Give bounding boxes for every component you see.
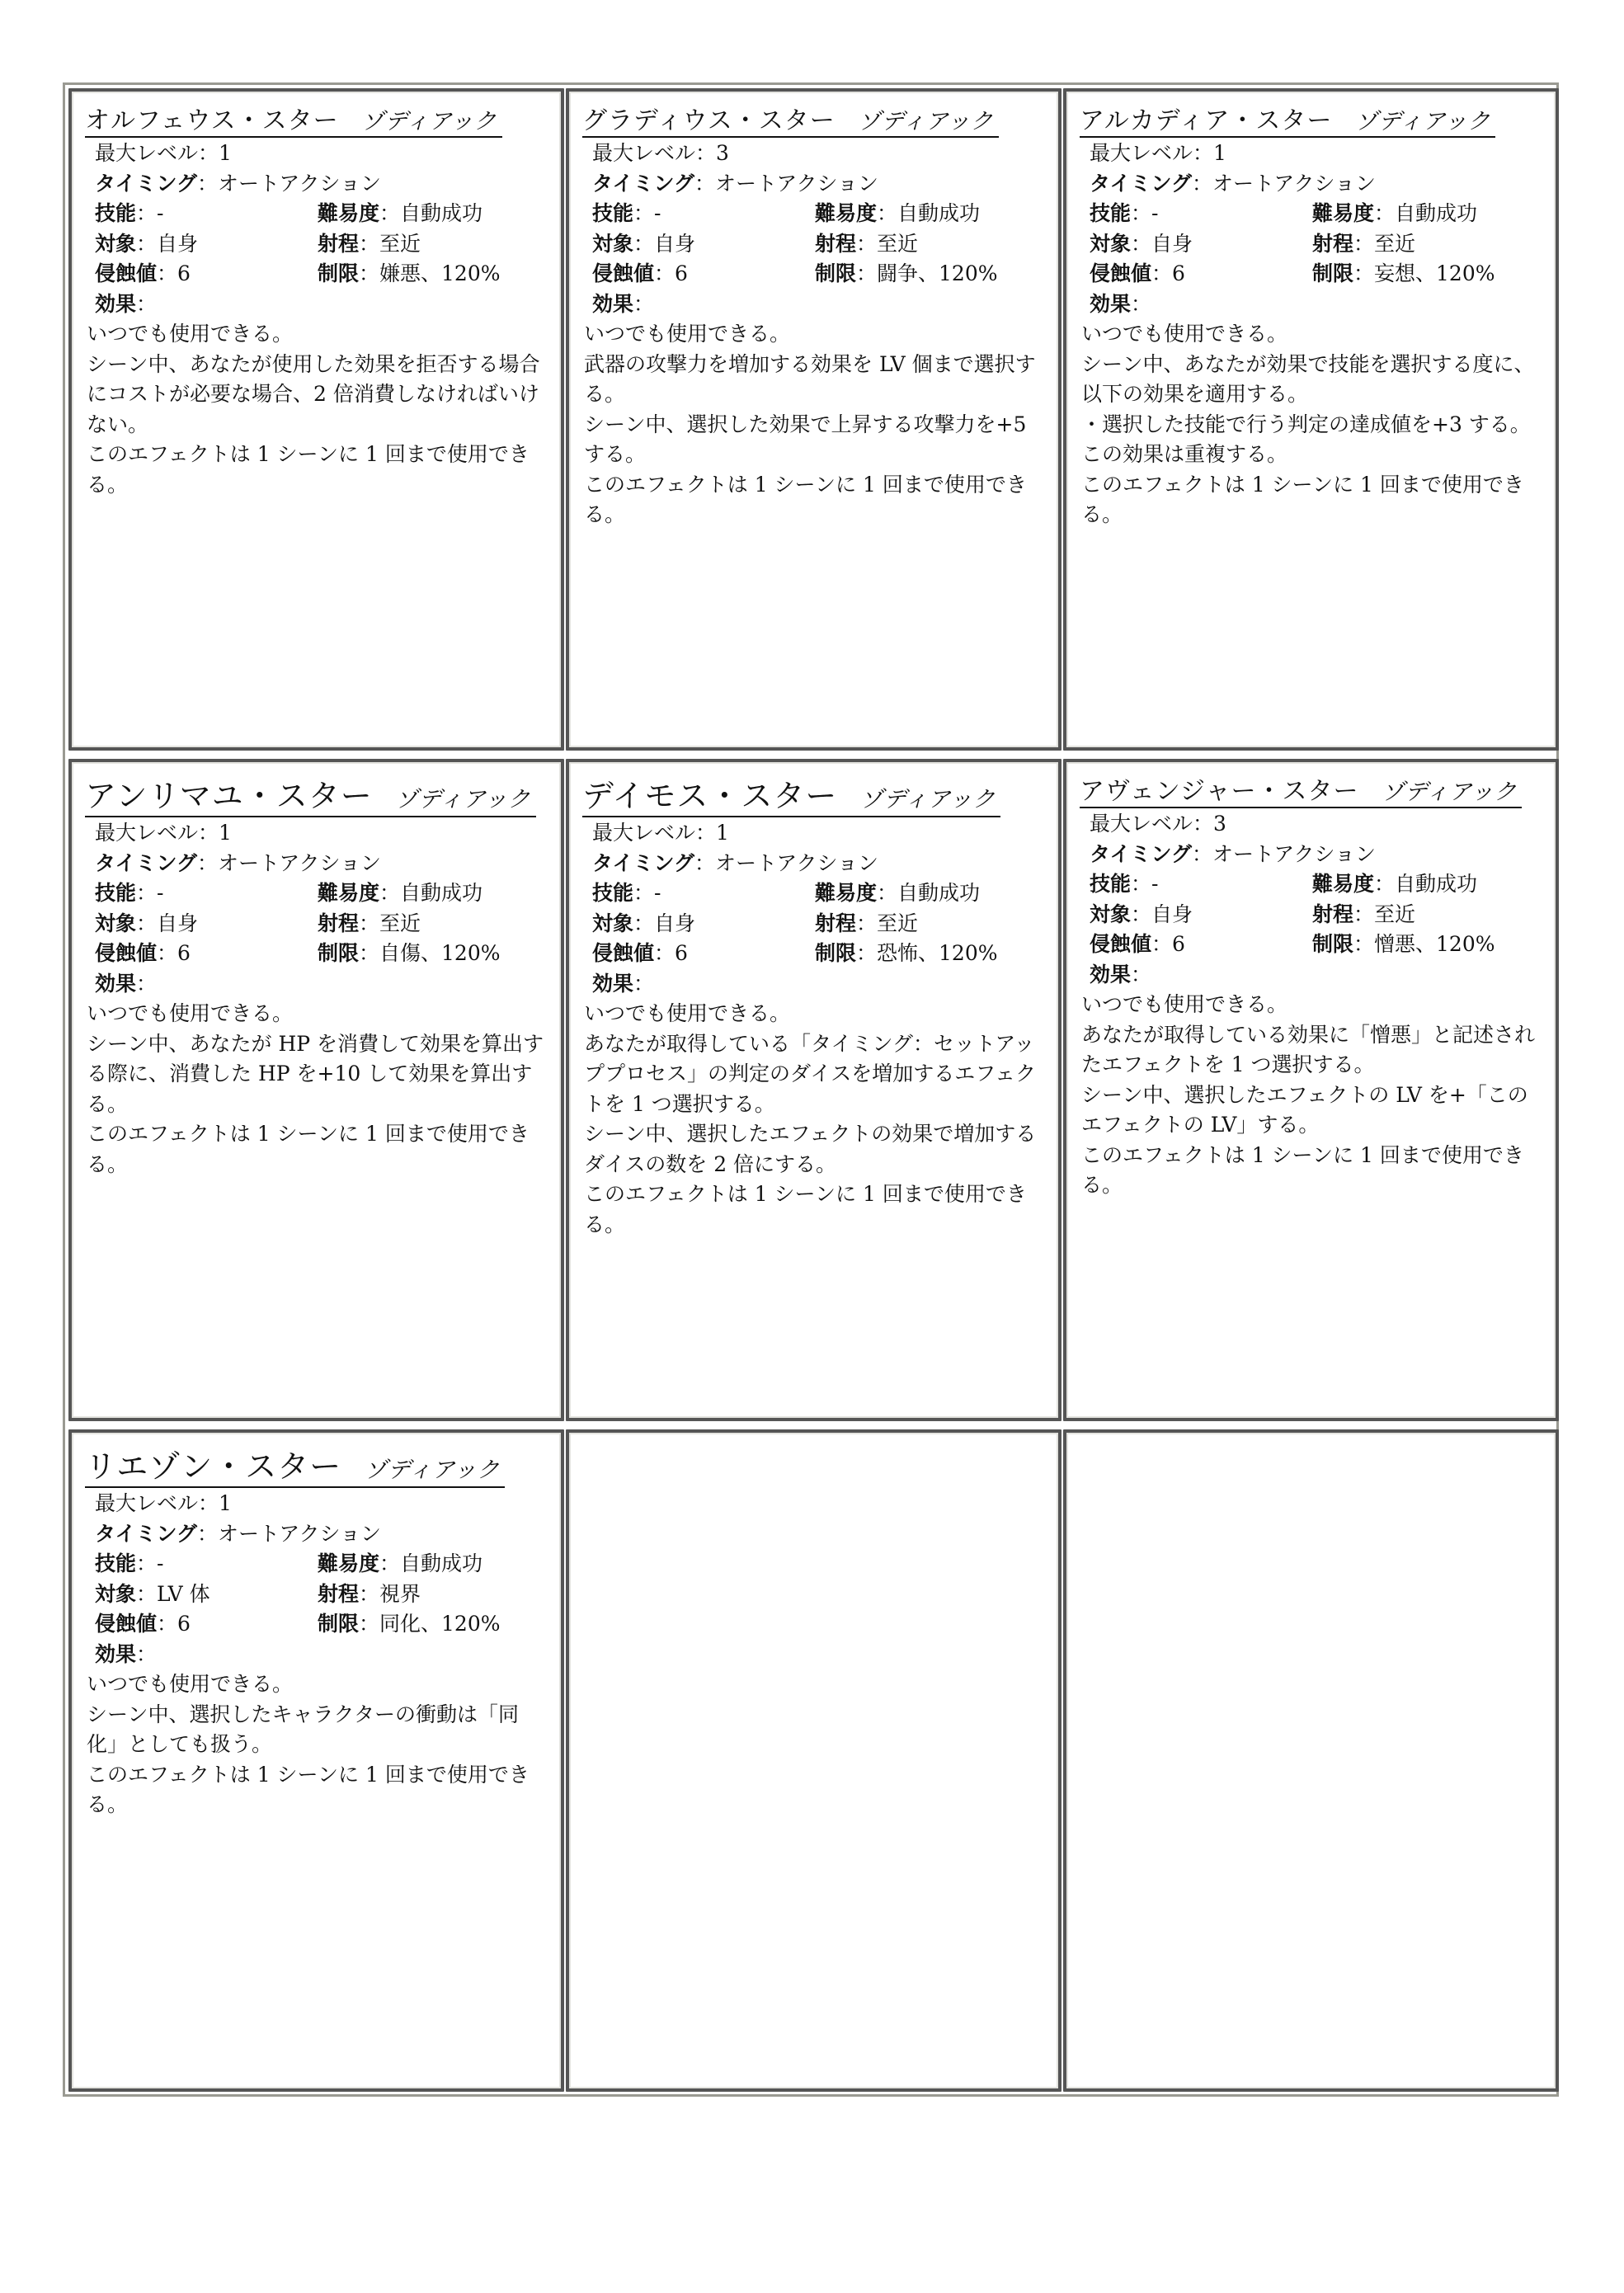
- max-level: 最大レベル：1: [95, 821, 232, 845]
- effect-text: いつでも使用できる。 シーン中、選択したキャラクターの衝動は「同化」としても扱う。 このエフェクトは 1 シーンに 1 回まで使用できる。: [87, 1672, 530, 1816]
- timing: タイミング：オートアクション: [95, 1521, 382, 1546]
- range: 射程：至近: [318, 231, 421, 256]
- max-level: 最大レベル：1: [1090, 141, 1226, 165]
- effect-label: 効果：: [95, 971, 158, 996]
- card-name: アルカディア・スター: [1080, 106, 1333, 135]
- skill: 技能：-: [592, 201, 661, 225]
- timing: タイミング：オートアクション: [592, 171, 879, 195]
- range: 射程：至近: [815, 911, 919, 935]
- difficulty: 難易度：自動成功: [815, 201, 981, 225]
- limit: 制限：妄想、120%: [1312, 261, 1495, 285]
- card-name: デイモス・スター: [582, 778, 838, 814]
- card-tag: ゾディアック: [1382, 779, 1518, 805]
- difficulty: 難易度：自動成功: [318, 881, 483, 905]
- skill: 技能：-: [95, 1551, 164, 1575]
- card-header: [582, 770, 1000, 817]
- effect-card: [68, 759, 564, 1421]
- target: 対象：LV 体: [95, 1581, 210, 1606]
- card-tag: ゾディアック: [395, 787, 531, 812]
- erosion: 侵蝕値：6: [1090, 261, 1185, 285]
- max-level: 最大レベル：1: [592, 821, 729, 845]
- limit: 制限：闘争、120%: [815, 261, 998, 285]
- skill: 技能：-: [1090, 872, 1159, 896]
- erosion: 侵蝕値：6: [95, 261, 191, 285]
- limit: 制限：同化、120%: [318, 1612, 501, 1636]
- card-header: [1080, 770, 1522, 808]
- effect-text: いつでも使用できる。 あなたが取得している効果に「憎悪」と記述されたエフェクトを 1 つ選択する。 シーン中、選択したエフェクトの LV を+「このエフェクトの LV」する。 このエフェクトは 1 シーンに 1 回まで使用できる。: [1081, 992, 1536, 1197]
- effect-label: 効果：: [95, 291, 158, 316]
- timing: タイミング：オートアクション: [1090, 171, 1377, 195]
- erosion: 侵蝕値：6: [592, 261, 688, 285]
- skill: 技能：-: [592, 881, 661, 905]
- max-level: 最大レベル：3: [592, 141, 729, 165]
- effect-label: 効果：: [1090, 291, 1152, 316]
- target: 対象：自身: [95, 911, 199, 935]
- effect-label: 効果：: [592, 971, 655, 996]
- timing: タイミング：オートアクション: [1090, 841, 1377, 866]
- range: 射程：視界: [318, 1581, 421, 1606]
- card-name: グラディウス・スター: [582, 106, 836, 135]
- difficulty: 難易度：自動成功: [318, 201, 483, 225]
- card-tag: ゾディアック: [858, 109, 994, 134]
- effect-card: [566, 88, 1061, 751]
- effect-text: いつでも使用できる。 シーン中、あなたが HP を消費して効果を算出する際に、消費した HP を+10 して効果を算出する。 このエフェクトは 1 シーンに 1 回まで使用できる。: [87, 1001, 544, 1176]
- empty-card: [1063, 1429, 1559, 2092]
- difficulty: 難易度：自動成功: [1312, 201, 1478, 225]
- effect-text: いつでも使用できる。 武器の攻撃力を増加する効果を LV 個まで選択する。 シーン中、選択した効果で上昇する攻撃力を+5 する。 このエフェクトは 1 シーンに 1 回まで使用できる。: [584, 322, 1036, 526]
- card-header: [1080, 100, 1495, 138]
- effect-card: [68, 1429, 564, 2092]
- effect-card: [68, 88, 564, 751]
- card-name: リエゾン・スター: [85, 1448, 342, 1485]
- effect-card: [1063, 88, 1559, 751]
- card-header: [85, 100, 502, 138]
- target: 対象：自身: [1090, 231, 1193, 256]
- effect-label: 効果：: [592, 291, 655, 316]
- max-level: 最大レベル：1: [95, 1491, 232, 1515]
- card-grid: [68, 88, 1553, 2091]
- effect-text: いつでも使用できる。 あなたが取得している「タイミング：セットアッププロセス」の判定のダイスを増加するエフェクトを 1 つ選択する。 シーン中、選択したエフェクトの効果で増加するダイスの数を 2 倍にする。 このエフェクトは 1 シーンに 1 回まで使用できる。: [584, 1001, 1037, 1236]
- timing: タイミング：オートアクション: [95, 850, 382, 875]
- target: 対象：自身: [1090, 902, 1193, 926]
- target: 対象：自身: [592, 911, 696, 935]
- target: 対象：自身: [95, 231, 199, 256]
- max-level: 最大レベル：3: [1090, 812, 1226, 836]
- range: 射程：至近: [1312, 231, 1416, 256]
- skill: 技能：-: [95, 201, 164, 225]
- max-level: 最大レベル：1: [95, 141, 232, 165]
- skill: 技能：-: [95, 881, 164, 905]
- effect-card: [1063, 759, 1559, 1421]
- limit: 制限：自傷、120%: [318, 941, 501, 965]
- card-name: アヴェンジャー・スター: [1080, 777, 1359, 806]
- effect-text: いつでも使用できる。 シーン中、あなたが使用した効果を拒否する場合にコストが必要な場合、2 倍消費しなければいけない。 このエフェクトは 1 シーンに 1 回まで使用できる。: [87, 322, 540, 497]
- erosion: 侵蝕値：6: [1090, 932, 1185, 956]
- erosion: 侵蝕値：6: [95, 1612, 191, 1636]
- card-tag: ゾディアック: [860, 787, 996, 812]
- timing: タイミング：オートアクション: [592, 850, 879, 875]
- card-header: [85, 1441, 505, 1488]
- difficulty: 難易度：自動成功: [1312, 872, 1478, 896]
- card-header: [582, 100, 999, 138]
- timing: タイミング：オートアクション: [95, 171, 382, 195]
- erosion: 侵蝕値：6: [95, 941, 191, 965]
- card-name: アンリマユ・スター: [85, 778, 373, 814]
- effect-label: 効果：: [95, 1641, 158, 1666]
- skill: 技能：-: [1090, 201, 1159, 225]
- range: 射程：至近: [1312, 902, 1416, 926]
- limit: 制限：恐怖、120%: [815, 941, 998, 965]
- effect-text: いつでも使用できる。 シーン中、あなたが効果で技能を選択する度に、以下の効果を適用する。 ・選択した技能で行う判定の達成値を+3 する。この効果は重複する。 このエフェクトは 1 シーンに 1 回まで使用できる。: [1081, 322, 1535, 526]
- card-tag: ゾディアック: [361, 109, 497, 134]
- card-tag: ゾディアック: [1355, 109, 1491, 134]
- effect-card: [566, 759, 1061, 1421]
- erosion: 侵蝕値：6: [592, 941, 688, 965]
- card-sheet: [63, 82, 1559, 2097]
- range: 射程：至近: [318, 911, 421, 935]
- card-name: オルフェウス・スター: [85, 106, 339, 135]
- card-header: [85, 770, 536, 817]
- difficulty: 難易度：自動成功: [318, 1551, 483, 1575]
- empty-card: [566, 1429, 1061, 2092]
- effect-label: 効果：: [1090, 962, 1152, 986]
- limit: 制限：嫌悪、120%: [318, 261, 501, 285]
- range: 射程：至近: [815, 231, 919, 256]
- card-tag: ゾディアック: [365, 1457, 501, 1483]
- limit: 制限：憎悪、120%: [1312, 932, 1495, 956]
- target: 対象：自身: [592, 231, 696, 256]
- difficulty: 難易度：自動成功: [815, 881, 981, 905]
